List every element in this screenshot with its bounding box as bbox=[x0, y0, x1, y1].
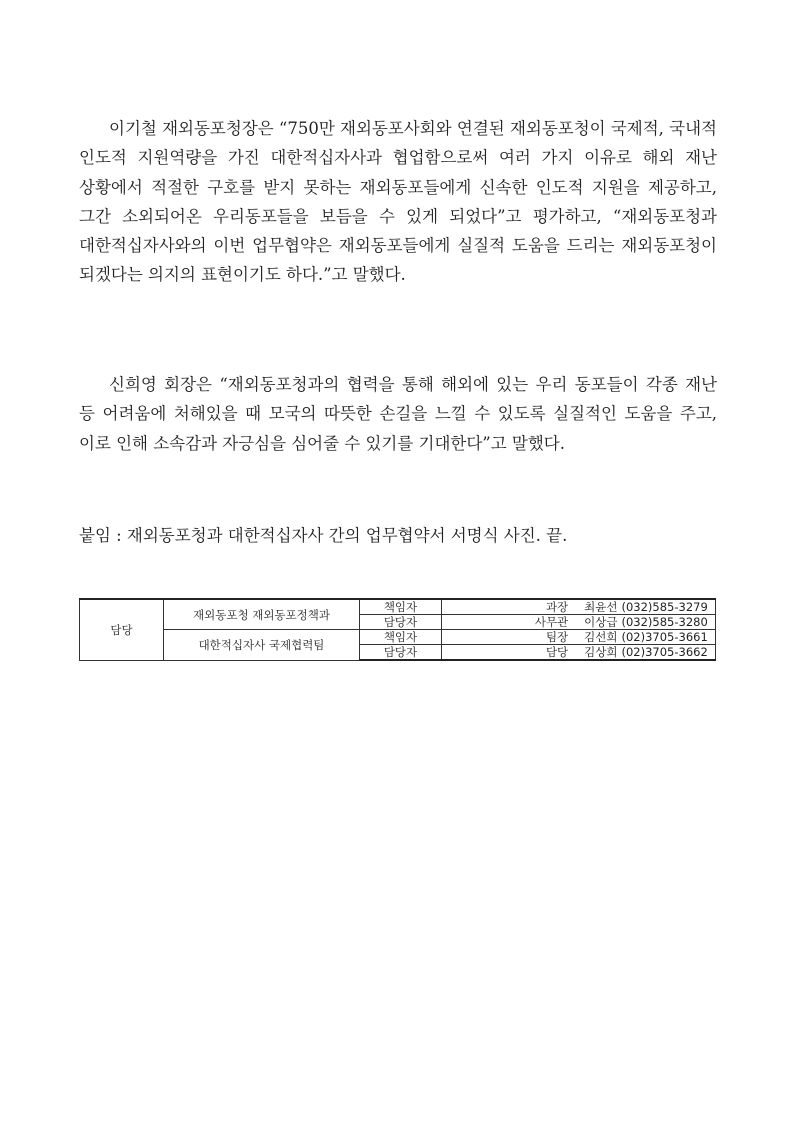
contact-role: 담당자 bbox=[360, 645, 442, 661]
contact-title: 과장 bbox=[545, 600, 569, 614]
contact-name: 김상희 bbox=[584, 645, 618, 659]
contact-title: 사무관 bbox=[534, 615, 569, 629]
contact-name: 이상급 bbox=[584, 615, 618, 629]
body-paragraph-1: 이기철 재외동포청장은 “750만 재외동포사회와 연결된 재외동포청이 국제적, 국내적 인도적 지원역량을 가진 대한적십자사과 협업함으로써 여러 가지 이유로 해외 재난 상황에서 적절한 구호를 받지 못하는 재외동포들에게 신속한 인도적 지원을 제공하고, 그간 소외되어온 우리동포들을 보듬을 수 있게 되었다”고 평가하고, “재외동포청과 대한적십자사와의 이번 업무협약은 재외동포들에게 실질적 도움을 드리는 재외동포청이 되겠다는 의지의 표현이기도 하다.”고 말했다. bbox=[79, 119, 717, 285]
contact-name: 김선희 bbox=[584, 630, 618, 644]
contact-table bbox=[79, 598, 716, 661]
contact-phone: (032)585-3280 bbox=[618, 615, 716, 630]
contact-label: 담당 bbox=[80, 599, 164, 660]
body-paragraph-2: 신희영 회장은 “재외동포청과의 협력을 통해 해외에 있는 우리 동포들이 각종 재난 등 어려움에 처해있을 때 모국의 따뜻한 손길을 느낄 수 있도록 실질적인 도움을 주고, 이로 인해 소속감과 자긍심을 심어줄 수 있기를 기대한다”고 말했다. bbox=[79, 375, 717, 453]
contact-role: 책임자 bbox=[360, 599, 442, 615]
contact-title: 팀장 bbox=[545, 630, 569, 644]
department-name: 재외동포청 재외동포정책과 bbox=[164, 599, 360, 630]
department-name: 대한적십자사 국제협력팀 bbox=[164, 630, 360, 661]
contact-role: 책임자 bbox=[360, 630, 442, 645]
contact-person bbox=[442, 645, 618, 661]
contact-phone: (032)585-3279 bbox=[618, 599, 716, 615]
table-row bbox=[80, 630, 716, 645]
contact-person bbox=[442, 615, 618, 630]
contact-role: 담당자 bbox=[360, 615, 442, 630]
contact-phone: (02)3705-3662 bbox=[618, 645, 716, 661]
contact-person bbox=[442, 630, 618, 645]
contact-phone: (02)3705-3661 bbox=[618, 630, 716, 645]
contact-name: 최윤선 bbox=[584, 600, 618, 614]
attachment-note: 붙임 : 재외동포청과 대한적십자사 간의 업무협약서 서명식 사진. 끝. bbox=[79, 526, 568, 545]
table-row bbox=[80, 599, 716, 615]
contact-person bbox=[442, 599, 618, 615]
contact-title: 담당 bbox=[545, 645, 569, 659]
